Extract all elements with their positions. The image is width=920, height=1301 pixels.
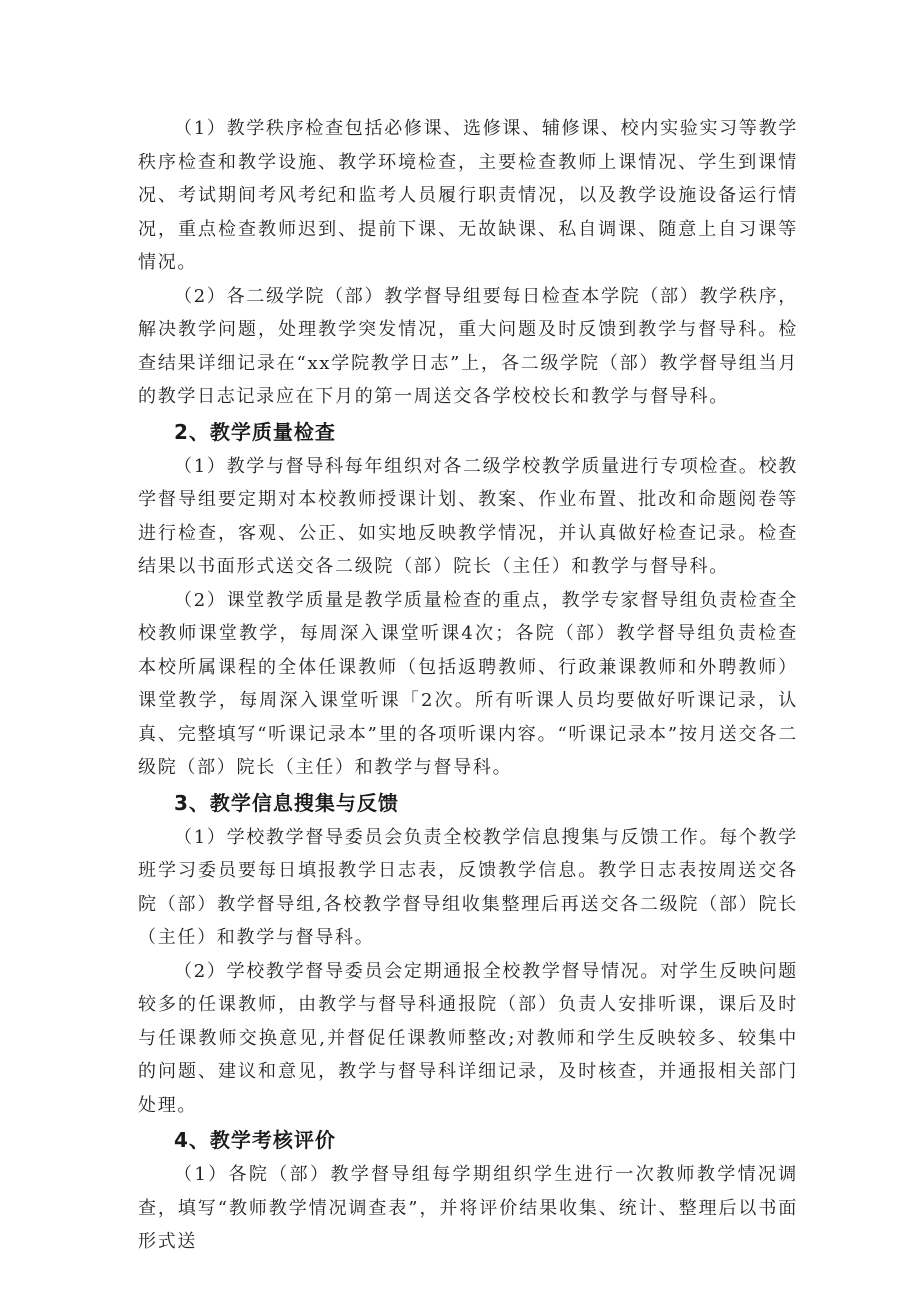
- document-body: [138, 112, 798, 1259]
- paragraph-special-quality-check: （1）教学与督导科每年组织对各二级学校教学质量进行专项检查。校教学督导组要定期对本校教师授课计划、教案、作业布置、批改和命题阅卷等进行检查，客观、公正、如实地反映教学情况，并认真做好检查记录。检查结果以书面形式送交各二级院（部）院长（主任）和教学与督导科。: [138, 455, 798, 577]
- paragraph-supervision-report: （2）学校教学督导委员会定期通报全校教学督导情况。对学生反映问题较多的任课教师，由教学与督导科通报院（部）负责人安排听课，课后及时与任课教师交换意见,并督促任课教师整改;对教师和学生反映较多、较集中的问题、建议和意见，教学与督导科详细记录，及时核查，并通报相关部门处理。: [138, 960, 798, 1116]
- paragraph-teacher-survey: （1）各院（部）教学督导组每学期组织学生进行一次教师教学情况调查，填写“教师教学情况调查表”，并将评价结果收集、统计、整理后以书面形式送: [138, 1164, 798, 1252]
- heading-teaching-quality-check: 2、教学质量检查: [174, 419, 336, 444]
- heading-assessment-evaluation: 4、教学考核评价: [174, 1128, 336, 1152]
- paragraph-information-collection: （1）学校教学督导委员会负责全校教学信息搜集与反馈工作。每个教学班学习委员要每日填报教学日志表，反馈教学信息。教学日志表按周送交各院（部）教学督导组,各校教学督导组收集整理后再送交各二级院（部）院长（主任）和教学与督导科。: [138, 826, 798, 948]
- heading-information-feedback: 3、教学信息搜集与反馈: [174, 790, 399, 815]
- paragraph-teaching-order-check: （1）教学秩序检查包括必修课、选修课、辅修课、校内实验实习等教学秩序检查和教学设施、教学环境检查，主要检查教师上课情况、学生到课情况、考试期间考风考纪和监考人员履行职责情况，以及教学设施设备运行情况，重点检查教师迟到、提前下课、无故缺课、私自调课、随意上自习课等情况。: [138, 118, 798, 273]
- paragraph-classroom-quality: （2）课堂教学质量是教学质量检查的重点，教学专家督导组负责检查全校教师课堂教学，每周深入课堂听课4次；各院（部）教学督导组负责检查本校所属课程的全体任课教师（包括返聘教师、行政兼课教师和外聘教师）课堂教学，每周深入课堂听课「2次。所有听课人员均要做好听课记录，认真、完整填写“听课记录本”里的各项听课内容。“听课记录本”按月送交各二级院（部）院长（主任）和教学与督导科。: [138, 589, 798, 778]
- paragraph-daily-order-check: （2）各二级学院（部）教学督导组要每日检查本学院（部）教学秩序，解决教学问题，处理教学突发情况，重大问题及时反馈到教学与督导科。检查结果详细记录在“xx学院教学日志”上，各二级学院（部）教学督导组当月的教学日志记录应在下月的第一周送交各学校校长和教学与督导科。: [138, 285, 798, 407]
